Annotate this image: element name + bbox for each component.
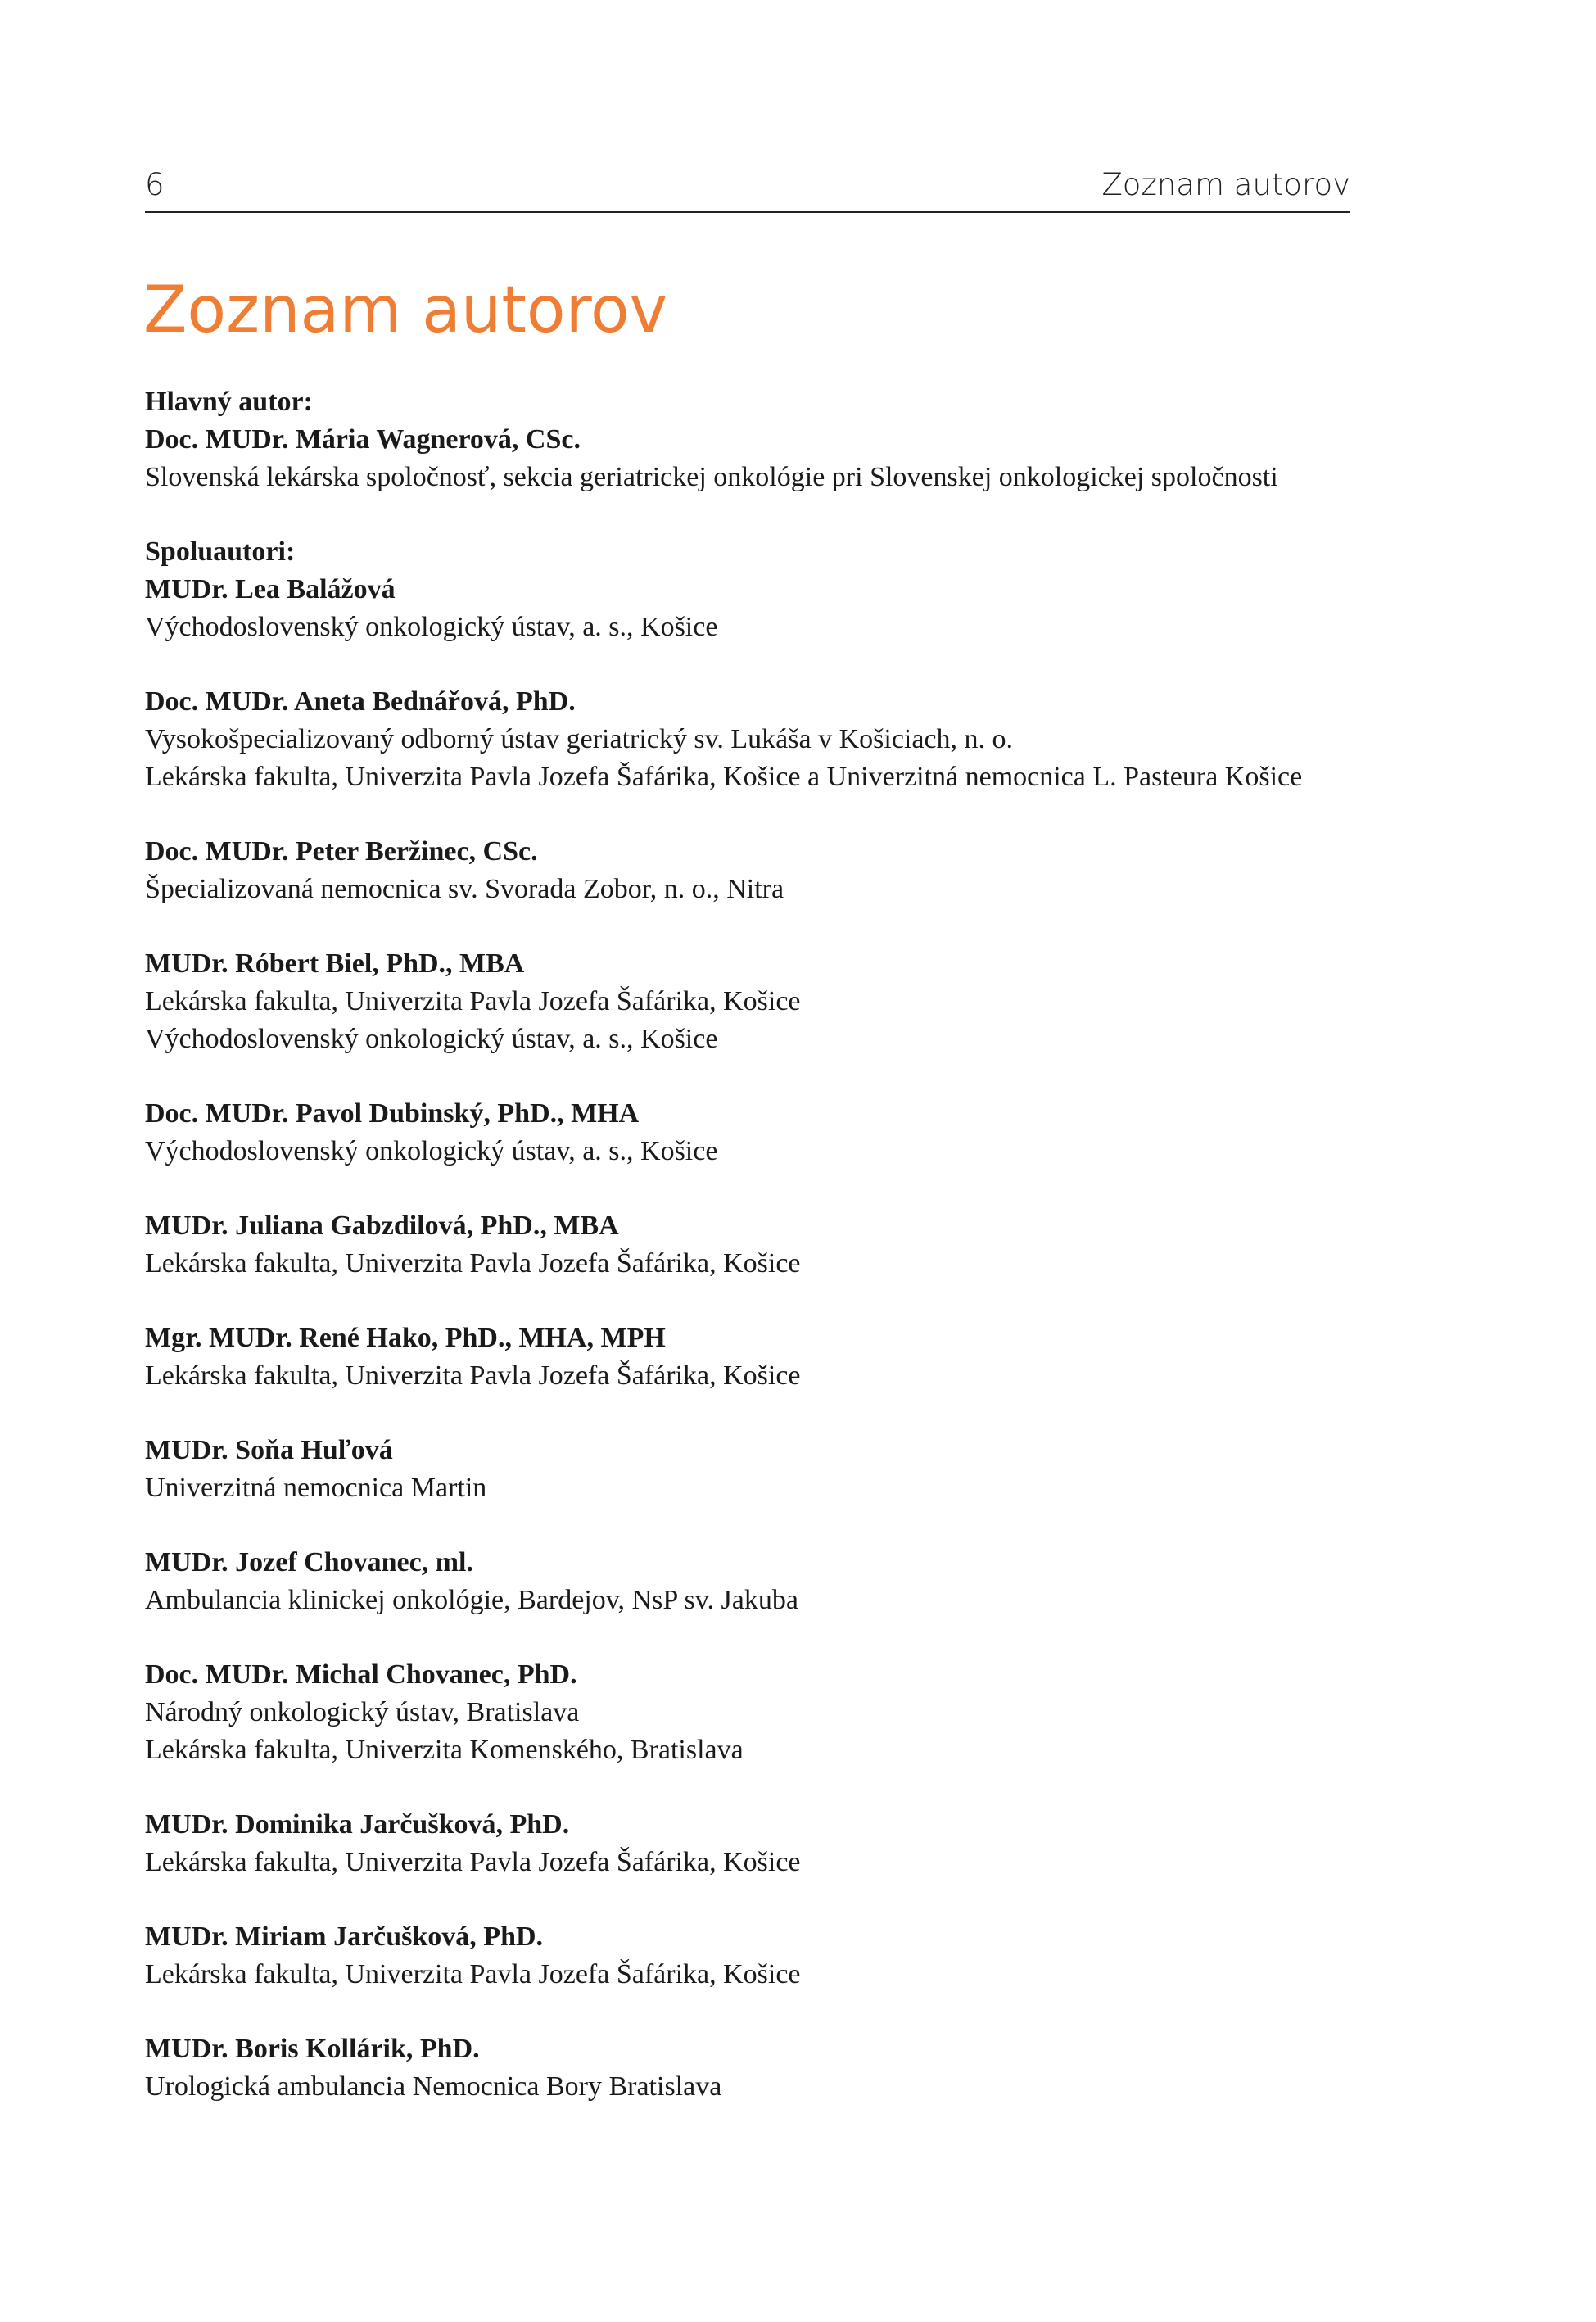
author-affiliation: Ambulancia klinickej onkológie, Bardejov, NsP sv. Jakuba — [145, 1585, 798, 1615]
main-author-entry — [145, 383, 1373, 496]
author-affiliation: Lekárska fakulta, Univerzita Pavla Jozefa Šafárika, Košice — [145, 1360, 801, 1391]
author-name: MUDr. Lea Balážová — [145, 574, 396, 604]
running-title: Zoznam autorov — [1101, 167, 1350, 202]
author-affiliation: Lekárska fakulta, Univerzita Pavla Jozefa Šafárika, Košice — [145, 1959, 801, 1989]
coauthor-entry — [145, 1319, 1373, 1395]
coauthor-entry — [145, 1656, 1373, 1769]
author-affiliation: Špecializovaná nemocnica sv. Svorada Zobor, n. o., Nitra — [145, 874, 784, 904]
coauthor-entry — [145, 1207, 1373, 1283]
author-affiliation: Vysokošpecializovaný odborný ústav geriatrický sv. Lukáša v Košiciach, n. o. — [145, 724, 1014, 754]
author-affiliation: Lekárska fakulta, Univerzita Komenského, Bratislava — [145, 1735, 744, 1765]
author-affiliation: Univerzitná nemocnica Martin — [145, 1473, 487, 1503]
coauthor-entry — [145, 1544, 1373, 1619]
author-name: MUDr. Juliana Gabzdilová, PhD., MBA — [145, 1211, 619, 1241]
coauthor-entry — [145, 945, 1373, 1058]
author-name: Mgr. MUDr. René Hako, PhD., MHA, MPH — [145, 1323, 666, 1353]
author-name: MUDr. Miriam Jarčušková, PhD. — [145, 1921, 544, 1952]
author-affiliation: Urologická ambulancia Nemocnica Bory Bratislava — [145, 2071, 722, 2102]
coauthor-entry — [145, 2030, 1373, 2106]
coauthor-entry — [145, 833, 1373, 908]
author-name: Doc. MUDr. Pavol Dubinský, PhD., MHA — [145, 1098, 640, 1129]
author-affiliation: Lekárska fakulta, Univerzita Pavla Jozefa Šafárika, Košice — [145, 986, 801, 1016]
author-name: Doc. MUDr. Michal Chovanec, PhD. — [145, 1659, 577, 1690]
author-affiliation: Lekárska fakulta, Univerzita Pavla Jozefa Šafárika, Košice a Univerzitná nemocnica L. Pasteura Košice — [145, 762, 1303, 792]
coauthor-entry — [145, 1432, 1373, 1507]
coauthor-entry — [145, 1806, 1373, 1881]
author-name: Doc. MUDr. Aneta Bednářová, PhD. — [145, 686, 576, 717]
page-number: 6 — [145, 167, 165, 202]
author-name: MUDr. Jozef Chovanec, ml. — [145, 1547, 473, 1577]
author-affiliation: Východoslovenský onkologický ústav, a. s., Košice — [145, 1024, 718, 1054]
author-list — [145, 383, 1373, 2143]
coauthor-entry — [145, 683, 1373, 796]
coauthor-entry — [145, 1095, 1373, 1170]
coauthor-entry — [145, 533, 1373, 646]
coauthor-entry — [145, 1918, 1373, 1994]
page-header — [145, 164, 1350, 213]
author-affiliation: Lekárska fakulta, Univerzita Pavla Jozefa Šafárika, Košice — [145, 1847, 801, 1877]
author-name: Doc. MUDr. Peter Beržinec, CSc. — [145, 836, 538, 867]
author-name: MUDr. Soňa Huľová — [145, 1435, 393, 1465]
page-title: Zoznam autorov — [143, 274, 667, 347]
main-author-affiliation: Slovenská lekárska spoločnosť, sekcia geriatrickej onkológie pri Slovenskej onkologickej spoločnosti — [145, 462, 1278, 492]
coauthors-label: Spoluautori: — [145, 536, 296, 567]
author-affiliation: Lekárska fakulta, Univerzita Pavla Jozefa Šafárika, Košice — [145, 1248, 801, 1279]
author-affiliation: Východoslovenský onkologický ústav, a. s., Košice — [145, 1136, 718, 1166]
author-affiliation: Národný onkologický ústav, Bratislava — [145, 1697, 580, 1727]
author-name: MUDr. Dominika Jarčušková, PhD. — [145, 1809, 570, 1840]
main-author-label: Hlavný autor: — [145, 387, 313, 417]
main-author-name: Doc. MUDr. Mária Wagnerová, CSc. — [145, 424, 581, 455]
author-name: MUDr. Boris Kollárik, PhD. — [145, 2034, 480, 2064]
author-affiliation: Východoslovenský onkologický ústav, a. s., Košice — [145, 612, 718, 642]
author-name: MUDr. Róbert Biel, PhD., MBA — [145, 948, 525, 979]
